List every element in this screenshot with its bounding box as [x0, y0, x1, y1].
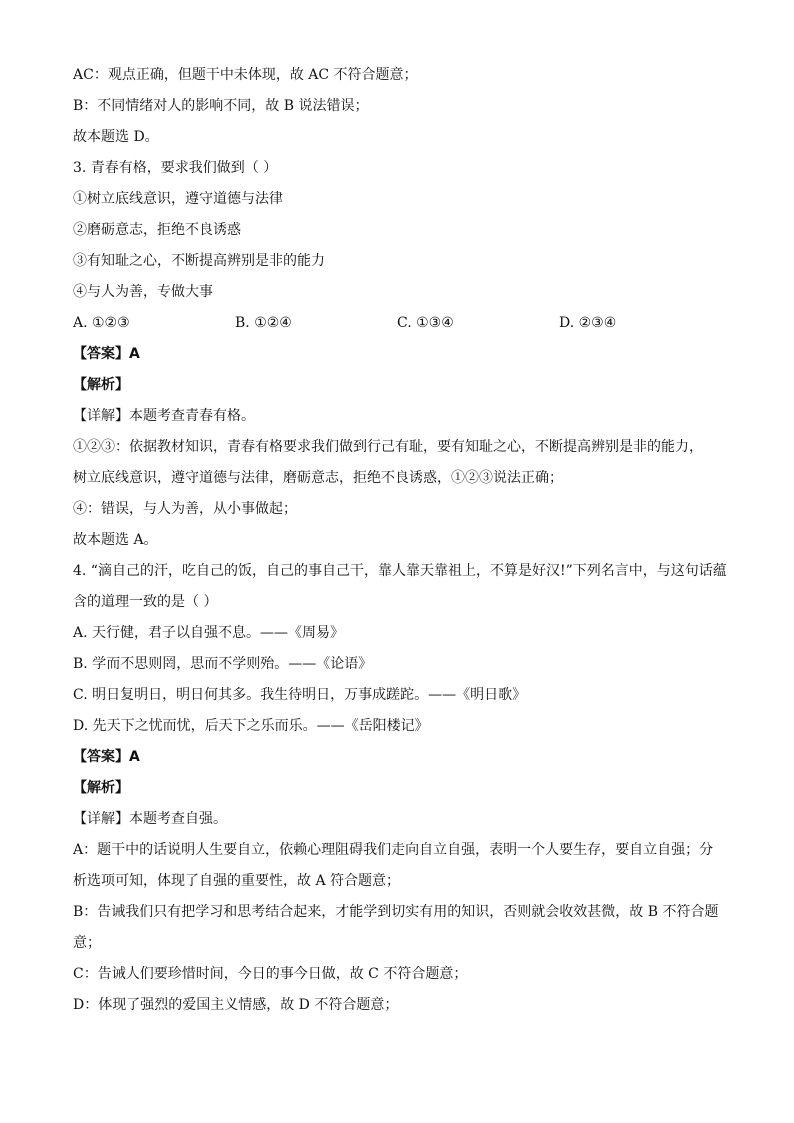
- q4-option-a: A. 天行健，君子以自强不息。——《周易》: [73, 625, 345, 641]
- q3-analysis-label: 【解析】: [73, 377, 129, 393]
- q4-stem-line-1: 4. “滴自己的汗，吃自己的饭，自己的事自己干，靠人靠天靠祖上，不算是好汉!”下列名言中，与这句话蕴: [73, 563, 727, 579]
- q4-analysis-label: 【解析】: [73, 780, 129, 796]
- q4-option-b: B. 学而不思则罔，思而不学则殆。——《论语》: [73, 656, 373, 672]
- q4-explanation-b-1: B：告诫我们只有把学习和思考结合起来，才能学到切实有用的知识，否则就会收效甚微，故 B 不符合题: [73, 904, 719, 920]
- q4-explanation-a-2: 析选项可知，体现了自强的重要性，故 A 符合题意；: [73, 873, 401, 889]
- prev-explanation-ac: AC：观点正确，但题干中未体现，故 AC 不符合题意；: [73, 67, 418, 83]
- q4-detail: 【详解】本题考查自强。: [73, 811, 227, 827]
- q4-explanation-d: D：体现了强烈的爱国主义情感，故 D 不符合题意；: [73, 997, 399, 1013]
- q3-item-2: ②磨砺意志，拒绝不良诱惑: [73, 222, 241, 238]
- q4-stem-line-2: 含的道理一致的是（ ）: [73, 594, 218, 610]
- q4-explanation-c: C：告诫人们要珍惜时间，今日的事今日做，故 C 不符合题意；: [73, 966, 468, 982]
- q3-answer: 【答案】A: [73, 346, 140, 362]
- q3-detail: 【详解】本题考查青春有格。: [73, 408, 255, 424]
- q3-explanation-1a: ①②③：依据教材知识，青春有格要求我们做到行己有耻，要有知耻之心，不断提高辨别是非的能力，: [73, 439, 703, 455]
- q3-option-a: A. ①②③: [73, 315, 130, 331]
- prev-conclusion: 故本题选 D。: [73, 129, 159, 145]
- q3-item-1: ①树立底线意识，遵守道德与法律: [73, 191, 283, 207]
- q4-explanation-b-2: 意；: [73, 935, 101, 951]
- prev-explanation-b: B：不同情绪对人的影响不同，故 B 说法错误；: [73, 98, 369, 114]
- q3-explanation-1b: 树立底线意识，遵守道德与法律，磨砺意志，拒绝不良诱惑，①②③说法正确；: [73, 470, 563, 486]
- q4-option-c: C. 明日复明日，明日何其多。我生待明日，万事成蹉跎。——《明日歌》: [73, 687, 527, 703]
- q3-conclusion: 故本题选 A。: [73, 532, 158, 548]
- q3-item-4: ④与人为善，专做大事: [73, 284, 213, 300]
- document-page: [73, 60, 733, 1021]
- q3-option-c: C. ①③④: [397, 315, 454, 331]
- q3-stem: 3. 青春有格，要求我们做到（ ）: [73, 160, 278, 176]
- q3-option-d: D. ②③④: [559, 315, 617, 331]
- q4-explanation-a-1: A：题干中的话说明人生要自立，依赖心理阻碍我们走向自立自强，表明一个人要生存，要自立自强；分: [73, 842, 714, 858]
- q4-option-d: D. 先天下之忧而忧，后天下之乐而乐。——《岳阳楼记》: [73, 718, 429, 734]
- q3-explanation-2: ④：错误，与人为善，从小事做起；: [73, 501, 297, 517]
- q4-answer: 【答案】A: [73, 749, 140, 765]
- q3-item-3: ③有知耻之心，不断提高辨别是非的能力: [73, 253, 325, 269]
- q3-option-b: B. ①②④: [235, 315, 292, 331]
- q3-options: [73, 308, 733, 339]
